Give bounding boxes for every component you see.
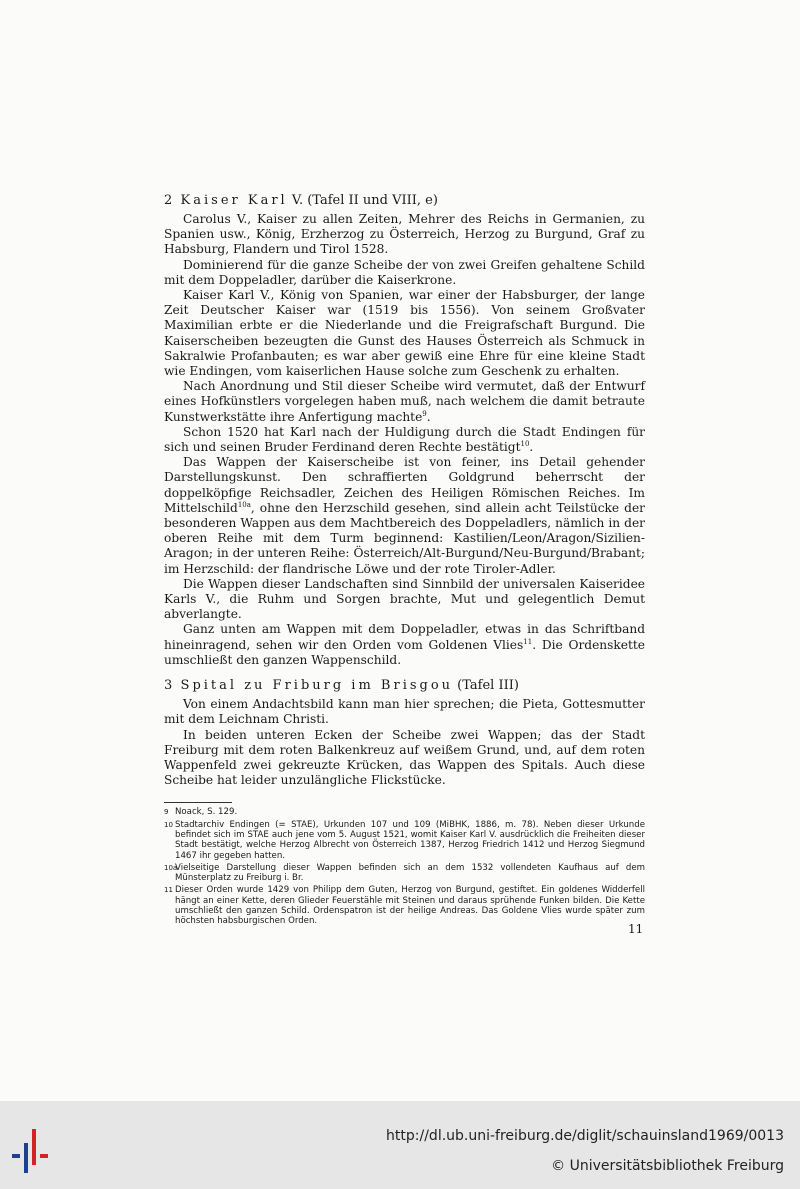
paragraph: Dominierend für die ganze Scheibe der von zwei Greifen gehaltene Schild mit dem Doppeladler, darüber die Kaiserkrone. <box>164 257 645 287</box>
page-number: 11 <box>628 922 644 936</box>
footnote-number: 10a <box>164 863 178 872</box>
footnote <box>164 807 645 817</box>
section-number: 3 <box>164 678 173 694</box>
section-title-rest: (Tafel III) <box>453 678 519 694</box>
viewer-footer <box>0 1101 800 1189</box>
page-content <box>164 193 645 929</box>
paragraph: Carolus V., Kaiser zu allen Zeiten, Mehrer des Reichs in Germanien, zu Spanien usw., König, Erzherzog zu Österreich, Herzog zu Burgund, Graf zu Habsburg, Flandern und Tirol 1528. <box>164 212 645 257</box>
footnote-number: 10 <box>164 820 173 829</box>
section-title: Spital zu Friburg im Brisgou <box>180 678 454 694</box>
footnote-ref: 11 <box>523 637 533 646</box>
footnote-divider <box>164 802 232 803</box>
footnote-ref: 9 <box>422 409 427 418</box>
footnote-number: 11 <box>164 886 173 895</box>
paragraph: Kaiser Karl V., König von Spanien, war einer der Habsburger, der lange Zeit Deutscher Kaiser war (1519 bis 1556). Von seinem Großvater Maximilian erbte er die Niederlande und die Freigrafschaft Burgund. Die Kaiserscheiben bezeugten die Gunst des Hauses Österreich als Schmuck in Sakralwie Profanbauten; es war aber gewiß eine Ehre für eine kleine Stadt wie Endingen, vom kaiserlichen Hause solche zum Geschenk zu erhalten. <box>164 288 645 379</box>
section-number: 2 <box>164 193 173 208</box>
footnote <box>164 885 645 926</box>
footnote-ref: 10 <box>520 439 530 448</box>
section-heading-kaiser-karl <box>164 193 645 209</box>
footnote-number: 9 <box>164 808 169 817</box>
paragraph: Schon 1520 hat Karl nach der Huldigung durch die Stadt Endingen für sich und seinen Bruder Ferdinand deren Rechte bestätigt$^{10}$. <box>164 424 645 455</box>
paragraph: Das Wappen der Kaiserscheibe ist von feiner, ins Detail gehender Darstellungskunst. Den schraffierten Goldgrund beherrscht der doppelköpfige Reichsadler, Zeichen des Heiligen Römischen Reiches. Im Mittelschild$^{10a}$, ohne den Herzschild gesehen, sind allein acht Teilstücke der besonderen Wappen aus dem Machtbereich des Doppeladlers, nämlich in der oberen Reihe mit dem Turm beginnend: Kastilien/Leon/Aragon/Sizilien-Aragon; in der unteren Reihe: Österreich/Alt-Burgund/Neu-Burgund/Brabant; im Herzschild: der flandrische Löwe und der rote Tiroler-Adler. <box>164 455 645 576</box>
footnote-text: Vielseitige Darstellung dieser Wappen befinden sich an dem 1532 vollendeten Kaufhaus auf dem Münsterplatz zu Freiburg i. Br. <box>175 862 645 884</box>
source-url-link[interactable]: http://dl.ub.uni-freiburg.de/diglit/schauinsland1969/0013 <box>386 1128 784 1144</box>
paragraph: In beiden unteren Ecken der Scheibe zwei Wappen; das der Stadt Freiburg mit dem roten Balkenkreuz auf weißem Grund, und, auf dem roten Wappenfeld zwei gekreuzte Krücken, das Wappen des Spitals. Auch diese Scheibe hat leider unzulängliche Flickstücke. <box>164 727 645 788</box>
footnote-text: Stadtarchiv Endingen (= STAE), Urkunden 107 und 109 (MiBHK, 1886, m. 78). Neben dieser Urkunde befindet sich im STAE auch jene vom 5. August 1521, womit Kaiser Karl V. ausdrücklich die Freiheiten dieser Stadt bestätigt, welche Herzog Albrecht von Österreich 1387, Herzog Friedrich 1412 und Herzog Siegmund 1467 ihr gegeben hatten. <box>175 819 645 861</box>
footnote <box>164 820 645 861</box>
footnote-text: Noack, S. 129. <box>175 807 238 818</box>
section-heading-spital <box>164 678 645 694</box>
section-title-rest: V. (Tafel II und VIII, e) <box>287 193 438 208</box>
ub-freiburg-logo-icon <box>10 1129 54 1173</box>
copyright-notice: © Universitätsbibliothek Freiburg <box>551 1158 784 1174</box>
footnote-text: Dieser Orden wurde 1429 von Philipp dem Guten, Herzog von Burgund, gestiftet. Ein goldenes Widderfell hängt an einer Kette, deren Glieder Feuerstähle mit Steinen und daraus sprühende Funken bilden. Die Kette umschließt den ganzen Schild. Ordenspatron ist der heilige Andreas. Das Goldene Vlies wurde später zum höchsten habsburgischen Orden. <box>175 885 645 927</box>
paragraph: Die Wappen dieser Landschaften sind Sinnbild der universalen Kaiseridee Karls V., die Ruhm und Sorgen brachte, Mut und gelegentlich Demut abverlangte. <box>164 576 645 622</box>
paragraph: Ganz unten am Wappen mit dem Doppeladler, etwas in das Schriftband hineinragend, sehen wir den Orden vom Goldenen Vlies$^{11}$. Die Ordenskette umschließt den ganzen Wappenschild. <box>164 622 646 667</box>
section-title: Kaiser Karl <box>180 193 288 208</box>
footnote <box>164 863 645 884</box>
paragraph: Von einem Andachtsbild kann man hier sprechen; die Pieta, Gottesmutter mit dem Leichnam Christi. <box>164 697 645 727</box>
footnote-ref: 10a <box>237 500 251 509</box>
paragraph: Nach Anordnung und Stil dieser Scheibe wird vermutet, daß der Entwurf eines Hofkünstlers vorgelegen haben muß, nach welchem die damit betraute Kunstwerkstätte ihre Anfertigung machte$^9$. <box>164 379 645 424</box>
